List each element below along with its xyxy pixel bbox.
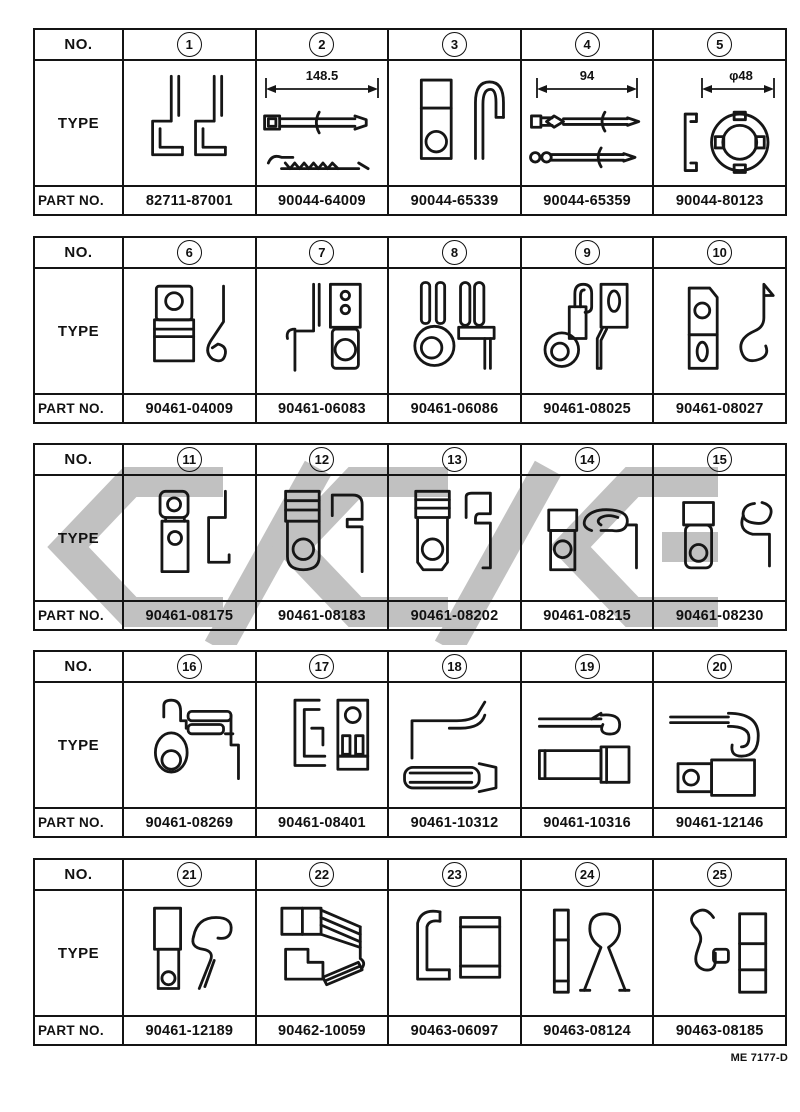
part-number: 90461-12189: [122, 1015, 255, 1044]
part-drawing-15: [652, 474, 785, 600]
item-number-cell: [520, 860, 653, 889]
item-number-cell: [122, 652, 255, 681]
type-row-label: TYPE: [35, 681, 122, 807]
item-number-badge: 6: [177, 240, 202, 265]
part-drawing-3: [387, 59, 520, 185]
part-row-label: PART NO.: [35, 393, 122, 422]
item-number-cell: [122, 860, 255, 889]
part-drawing-12: [255, 474, 388, 600]
item-number-cell: [387, 860, 520, 889]
part-number: 90461-08215: [520, 600, 653, 629]
item-number-cell: [387, 652, 520, 681]
part-number: 90461-08175: [122, 600, 255, 629]
no-row-label: NO.: [64, 451, 93, 468]
item-number-badge: 7: [309, 240, 334, 265]
part-number: 90461-08269: [122, 807, 255, 836]
item-number-badge: 18: [442, 654, 467, 679]
part-number: 90463-08185: [652, 1015, 785, 1044]
item-number-badge: 12: [309, 447, 334, 472]
item-number-cell: [652, 238, 785, 267]
item-number-cell: [387, 238, 520, 267]
item-number-badge: 25: [707, 862, 732, 887]
item-number-badge: 13: [442, 447, 467, 472]
part-number: 90461-04009: [122, 393, 255, 422]
part-number: 90461-10312: [387, 807, 520, 836]
part-drawing-21: [122, 889, 255, 1015]
part-drawing-19: [520, 681, 653, 807]
part-drawing-17: [255, 681, 388, 807]
item-number-cell: [520, 30, 653, 59]
item-number-badge: 3: [442, 32, 467, 57]
part-number: 90463-08124: [520, 1015, 653, 1044]
part-number: 90461-08027: [652, 393, 785, 422]
item-number-badge: 5: [707, 32, 732, 57]
parts-table-2: [33, 236, 787, 424]
item-number-badge: 23: [442, 862, 467, 887]
item-number-cell: [387, 30, 520, 59]
part-drawing-2: [255, 59, 388, 185]
item-number-cell: [255, 238, 388, 267]
part-number: 90461-10316: [520, 807, 653, 836]
no-row-label: NO.: [64, 244, 93, 261]
item-number-cell: [122, 30, 255, 59]
item-number-badge: 16: [177, 654, 202, 679]
item-number-cell: [122, 238, 255, 267]
item-number-badge: 4: [575, 32, 600, 57]
part-drawing-18: [387, 681, 520, 807]
part-drawing-9: [520, 267, 653, 393]
no-row-label: NO.: [64, 866, 93, 883]
item-number-cell: [387, 445, 520, 474]
item-number-cell: [255, 860, 388, 889]
item-number-badge: 14: [575, 447, 600, 472]
item-number-cell: [652, 652, 785, 681]
part-number: 90461-08230: [652, 600, 785, 629]
item-number-badge: 22: [309, 862, 334, 887]
part-number: 90461-06083: [255, 393, 388, 422]
part-number: 90044-80123: [652, 185, 785, 214]
item-number-cell: [520, 238, 653, 267]
item-number-badge: 17: [309, 654, 334, 679]
item-number-cell: [652, 860, 785, 889]
type-row-label: TYPE: [35, 474, 122, 600]
svg-text:148.5: 148.5: [305, 67, 339, 83]
item-number-badge: 11: [177, 447, 202, 472]
part-number: 90044-65339: [387, 185, 520, 214]
parts-table-4: [33, 650, 787, 838]
item-number-badge: 15: [707, 447, 732, 472]
type-row-label: TYPE: [35, 889, 122, 1015]
part-drawing-16: [122, 681, 255, 807]
part-drawing-14: [520, 474, 653, 600]
part-drawing-11: [122, 474, 255, 600]
part-drawing-4: [520, 59, 653, 185]
part-number: 90044-65359: [520, 185, 653, 214]
part-drawing-1: [122, 59, 255, 185]
part-number: 82711-87001: [122, 185, 255, 214]
svg-text:94: 94: [579, 67, 595, 83]
item-number-badge: 2: [309, 32, 334, 57]
part-row-label: PART NO.: [35, 600, 122, 629]
parts-table-1: [33, 28, 787, 216]
part-number: 90462-10059: [255, 1015, 388, 1044]
part-number: 90463-06097: [387, 1015, 520, 1044]
part-drawing-23: [387, 889, 520, 1015]
part-drawing-8: [387, 267, 520, 393]
item-number-cell: [122, 445, 255, 474]
item-number-badge: 24: [575, 862, 600, 887]
part-drawing-10: [652, 267, 785, 393]
part-number: 90461-08401: [255, 807, 388, 836]
part-number: 90461-08183: [255, 600, 388, 629]
part-number: 90461-08202: [387, 600, 520, 629]
part-drawing-24: [520, 889, 653, 1015]
part-drawing-20: [652, 681, 785, 807]
svg-text:φ48: φ48: [729, 67, 753, 83]
type-row-label: TYPE: [35, 59, 122, 185]
part-drawing-22: [255, 889, 388, 1015]
part-drawing-13: [387, 474, 520, 600]
part-drawing-5: [652, 59, 785, 185]
document-code: ME 7177-D: [730, 1052, 788, 1064]
item-number-badge: 10: [707, 240, 732, 265]
part-number: 90044-64009: [255, 185, 388, 214]
no-row-label: NO.: [64, 658, 93, 675]
parts-table-5: [33, 858, 787, 1046]
part-row-label: PART NO.: [35, 807, 122, 836]
item-number-cell: [255, 445, 388, 474]
item-number-cell: [255, 652, 388, 681]
item-number-cell: [255, 30, 388, 59]
item-number-badge: 9: [575, 240, 600, 265]
no-row-label: NO.: [64, 36, 93, 53]
part-row-label: PART NO.: [35, 1015, 122, 1044]
part-row-label: PART NO.: [35, 185, 122, 214]
item-number-badge: 8: [442, 240, 467, 265]
part-drawing-25: [652, 889, 785, 1015]
part-number: 90461-08025: [520, 393, 653, 422]
part-number: 90461-12146: [652, 807, 785, 836]
item-number-badge: 21: [177, 862, 202, 887]
part-drawing-6: [122, 267, 255, 393]
item-number-cell: [520, 445, 653, 474]
part-number: 90461-06086: [387, 393, 520, 422]
item-number-cell: [520, 652, 653, 681]
part-drawing-7: [255, 267, 388, 393]
item-number-badge: 1: [177, 32, 202, 57]
item-number-badge: 20: [707, 654, 732, 679]
parts-table-3: [33, 443, 787, 631]
item-number-cell: [652, 445, 785, 474]
item-number-cell: [652, 30, 785, 59]
type-row-label: TYPE: [35, 267, 122, 393]
item-number-badge: 19: [575, 654, 600, 679]
